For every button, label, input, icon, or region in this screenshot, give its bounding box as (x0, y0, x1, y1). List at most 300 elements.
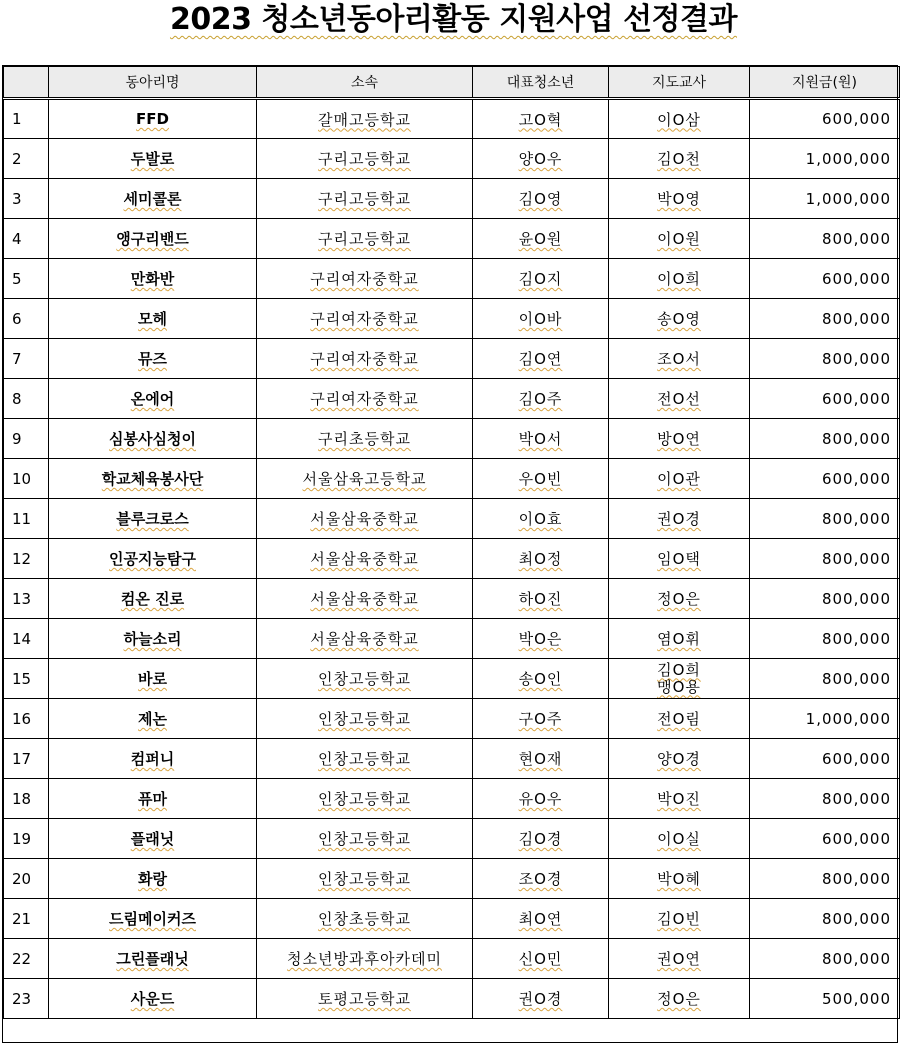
cell-affiliation-text: 구리고등학교 (318, 190, 411, 208)
cell-teacher (609, 179, 750, 219)
cell-no (4, 179, 49, 219)
cell-representative-text: 현O재 (518, 750, 563, 768)
cell-amount-text: 800,000 (821, 909, 891, 928)
cell-representative (473, 819, 609, 859)
header-representative: 대표청소년 (473, 67, 609, 99)
cell-amount (750, 819, 900, 859)
cell-club-name (49, 979, 257, 1019)
cell-amount (750, 459, 900, 499)
cell-teacher (609, 99, 750, 139)
cell-amount-text: 600,000 (821, 110, 891, 128)
table-row (4, 939, 900, 979)
cell-amount-text: 800,000 (821, 549, 891, 568)
cell-club-name-text: 그린플래닛 (116, 950, 189, 968)
cell-no-text: 6 (12, 309, 22, 328)
cell-affiliation (257, 299, 473, 339)
cell-affiliation-text: 구리초등학교 (318, 430, 411, 448)
cell-no-text: 4 (12, 229, 22, 248)
table-row (4, 739, 900, 779)
table-row (4, 99, 900, 139)
cell-teacher-text: 이O삼 (657, 110, 701, 129)
cell-club-name (49, 99, 257, 139)
cell-affiliation (257, 579, 473, 619)
table-row (4, 699, 900, 739)
cell-representative-text: 조O경 (518, 870, 563, 888)
cell-club-name-text: 온에어 (130, 390, 175, 408)
cell-club-name-text: 만화반 (130, 270, 175, 288)
table-row (4, 139, 900, 179)
cell-affiliation-text: 구리여자중학교 (310, 270, 419, 288)
cell-club-name (49, 819, 257, 859)
cell-amount-text: 800,000 (821, 789, 891, 808)
cell-club-name (49, 779, 257, 819)
table-row (4, 819, 900, 859)
cell-amount (750, 219, 900, 259)
header-amount: 지원금(원) (750, 67, 900, 99)
cell-no-text: 10 (12, 469, 32, 488)
cell-club-name (49, 579, 257, 619)
cell-amount (750, 499, 900, 539)
cell-amount (750, 739, 900, 779)
cell-no (4, 779, 49, 819)
cell-no (4, 899, 49, 939)
cell-affiliation (257, 539, 473, 579)
cell-no (4, 739, 49, 779)
cell-affiliation (257, 219, 473, 259)
cell-affiliation (257, 819, 473, 859)
cell-affiliation-text: 인창고등학교 (318, 750, 411, 768)
cell-amount (750, 299, 900, 339)
table-row (4, 179, 900, 219)
header-club-name: 동아리명 (49, 67, 257, 99)
cell-representative (473, 939, 609, 979)
cell-club-name (49, 259, 257, 299)
cell-representative-text: 김O영 (518, 190, 563, 208)
cell-club-name-text: 모헤 (138, 310, 167, 328)
cell-teacher (609, 619, 750, 659)
cell-club-name (49, 939, 257, 979)
cell-amount-text: 800,000 (821, 949, 891, 968)
cell-club-name-text: 바로 (138, 670, 167, 688)
cell-amount (750, 139, 900, 179)
document-title-text: 2023 청소년동아리활동 지원사업 선정결과 (169, 2, 737, 37)
cell-club-name-text: 블루크로스 (116, 510, 189, 528)
cell-representative (473, 899, 609, 939)
cell-club-name (49, 419, 257, 459)
cell-amount-text: 500,000 (821, 989, 891, 1008)
cell-no (4, 979, 49, 1019)
cell-club-name-text: 화랑 (138, 870, 167, 888)
cell-amount-text: 1,000,000 (805, 709, 891, 728)
cell-club-name-text: 드림메이커즈 (109, 910, 196, 928)
cell-teacher-text: 양O경 (657, 750, 701, 768)
cell-teacher-text: 권O경 (657, 510, 701, 528)
cell-teacher-text: 박O진 (657, 790, 701, 808)
cell-representative-text: 김O연 (518, 350, 563, 368)
cell-club-name-text: 제논 (138, 710, 167, 728)
cell-affiliation (257, 899, 473, 939)
table-row (4, 619, 900, 659)
cell-representative-text: 우O빈 (518, 470, 563, 488)
cell-affiliation-text: 인창초등학교 (318, 910, 411, 928)
cell-no-text: 22 (12, 949, 32, 968)
cell-teacher-text: 권O연 (657, 950, 701, 968)
cell-teacher (609, 659, 750, 699)
cell-no-text: 5 (12, 269, 22, 288)
cell-club-name (49, 179, 257, 219)
cell-affiliation-text: 구리여자중학교 (310, 310, 419, 328)
cell-affiliation (257, 99, 473, 139)
cell-affiliation (257, 499, 473, 539)
cell-affiliation-text: 인창고등학교 (318, 790, 411, 808)
cell-representative-text: 송O인 (518, 670, 563, 688)
cell-affiliation-text: 서울삼육중학교 (310, 590, 419, 608)
results-table (3, 66, 900, 1019)
cell-amount (750, 419, 900, 459)
cell-amount-text: 800,000 (821, 229, 891, 248)
cell-representative (473, 579, 609, 619)
cell-teacher (609, 259, 750, 299)
cell-amount-text: 800,000 (821, 589, 891, 608)
cell-representative-text: 김O경 (518, 830, 563, 848)
cell-teacher-text: 김O희 (657, 660, 701, 679)
cell-no-text: 20 (12, 869, 32, 888)
table-row (4, 979, 900, 1019)
cell-teacher-text: 박O영 (657, 190, 701, 208)
cell-teacher-text: 정O은 (657, 990, 701, 1008)
cell-no (4, 299, 49, 339)
cell-teacher-text: 송O영 (657, 310, 701, 328)
cell-representative (473, 619, 609, 659)
cell-representative-text: 김O지 (518, 270, 563, 288)
cell-affiliation-text: 인창고등학교 (318, 710, 411, 728)
cell-club-name-text: 뮤즈 (138, 350, 167, 368)
cell-representative (473, 739, 609, 779)
cell-teacher (609, 859, 750, 899)
cell-club-name-text: 컴퍼니 (130, 750, 175, 768)
cell-affiliation-text: 서울삼육고등학교 (302, 470, 427, 488)
cell-club-name (49, 699, 257, 739)
cell-teacher (609, 419, 750, 459)
cell-club-name-text: 두발로 (130, 150, 175, 168)
cell-amount-text: 600,000 (821, 269, 891, 288)
cell-amount-text: 800,000 (821, 349, 891, 368)
cell-representative-text: 최O연 (518, 910, 563, 928)
cell-no (4, 419, 49, 459)
cell-club-name-text: 사운드 (130, 990, 175, 1008)
cell-teacher (609, 539, 750, 579)
cell-no-text: 2 (12, 149, 22, 168)
cell-no (4, 539, 49, 579)
cell-representative-text: 이O바 (518, 310, 563, 328)
cell-club-name (49, 619, 257, 659)
cell-representative (473, 779, 609, 819)
table-row (4, 899, 900, 939)
cell-affiliation (257, 979, 473, 1019)
cell-club-name (49, 899, 257, 939)
cell-club-name-text: 컴온 진로 (120, 590, 185, 608)
header-no (4, 67, 49, 99)
cell-amount (750, 379, 900, 419)
cell-no (4, 499, 49, 539)
cell-club-name (49, 139, 257, 179)
cell-club-name-text: 심봉사심청이 (109, 430, 196, 448)
cell-teacher-text: 김O빈 (657, 910, 701, 928)
cell-club-name (49, 739, 257, 779)
table-header-row (4, 67, 900, 99)
cell-affiliation (257, 459, 473, 499)
cell-no (4, 139, 49, 179)
cell-amount (750, 619, 900, 659)
cell-club-name-text: 인공지능탐구 (109, 550, 196, 568)
cell-teacher-text: 전O림 (657, 710, 701, 728)
cell-affiliation (257, 859, 473, 899)
cell-representative-text: 권O경 (518, 990, 563, 1008)
table-row (4, 539, 900, 579)
cell-amount-text: 600,000 (821, 829, 891, 848)
cell-representative (473, 659, 609, 699)
cell-representative (473, 339, 609, 379)
cell-amount (750, 939, 900, 979)
cell-representative (473, 99, 609, 139)
cell-club-name-text: 세미콜론 (123, 190, 182, 208)
cell-teacher-text: 이O실 (657, 830, 701, 848)
cell-affiliation (257, 179, 473, 219)
cell-no (4, 939, 49, 979)
cell-amount (750, 579, 900, 619)
cell-amount (750, 659, 900, 699)
cell-club-name (49, 859, 257, 899)
cell-affiliation-text: 인창고등학교 (318, 830, 411, 848)
cell-affiliation (257, 779, 473, 819)
cell-teacher (609, 339, 750, 379)
cell-affiliation-text: 인창고등학교 (318, 670, 411, 688)
cell-teacher-text: 이O원 (657, 230, 701, 248)
cell-club-name (49, 219, 257, 259)
cell-representative (473, 979, 609, 1019)
cell-amount-text: 1,000,000 (805, 149, 891, 168)
cell-no-text: 1 (12, 110, 22, 128)
cell-teacher-text: 염O휘 (657, 630, 701, 648)
cell-club-name-text: 플래닛 (130, 830, 175, 848)
cell-representative (473, 539, 609, 579)
cell-affiliation-text: 청소년방과후아카데미 (287, 950, 442, 968)
cell-representative (473, 499, 609, 539)
cell-teacher (609, 779, 750, 819)
cell-no (4, 659, 49, 699)
cell-no (4, 339, 49, 379)
cell-amount (750, 699, 900, 739)
cell-affiliation (257, 699, 473, 739)
cell-representative (473, 259, 609, 299)
cell-teacher (609, 139, 750, 179)
cell-amount-text: 1,000,000 (805, 189, 891, 208)
cell-representative-text: 양O우 (518, 150, 563, 168)
cell-representative (473, 139, 609, 179)
cell-no-text: 15 (12, 669, 32, 688)
table-row (4, 219, 900, 259)
cell-affiliation-text: 인창고등학교 (318, 870, 411, 888)
cell-representative (473, 419, 609, 459)
cell-representative (473, 459, 609, 499)
cell-teacher (609, 979, 750, 1019)
cell-representative-text: 유O우 (518, 790, 563, 808)
cell-no-text: 21 (12, 909, 32, 928)
table-row (4, 659, 900, 699)
cell-amount (750, 179, 900, 219)
cell-no-text: 14 (12, 629, 32, 648)
cell-affiliation-text: 서울삼육중학교 (310, 550, 419, 568)
cell-teacher (609, 499, 750, 539)
cell-club-name-text: 퓨마 (138, 790, 167, 808)
cell-representative-text: 하O진 (518, 590, 563, 608)
cell-amount-text: 800,000 (821, 629, 891, 648)
cell-no-text: 3 (12, 189, 22, 208)
cell-representative (473, 859, 609, 899)
cell-club-name (49, 339, 257, 379)
cell-affiliation (257, 939, 473, 979)
table-row (4, 579, 900, 619)
cell-representative-text: 신O민 (518, 950, 563, 968)
table-row (4, 779, 900, 819)
cell-club-name (49, 659, 257, 699)
cell-amount (750, 99, 900, 139)
cell-representative-text: 최O정 (518, 550, 563, 568)
cell-teacher-text: 김O천 (657, 150, 701, 168)
cell-amount (750, 539, 900, 579)
cell-affiliation (257, 739, 473, 779)
table-body (4, 99, 900, 1019)
cell-teacher (609, 699, 750, 739)
cell-club-name (49, 299, 257, 339)
table-row (4, 499, 900, 539)
cell-amount (750, 899, 900, 939)
cell-affiliation (257, 139, 473, 179)
cell-no (4, 579, 49, 619)
cell-teacher (609, 379, 750, 419)
cell-affiliation-text: 서울삼육중학교 (310, 630, 419, 648)
cell-amount (750, 259, 900, 299)
cell-no-text: 11 (12, 509, 32, 528)
cell-amount-text: 600,000 (821, 749, 891, 768)
cell-teacher-text: 정O은 (657, 590, 701, 608)
cell-club-name-text: FFD (136, 110, 169, 128)
cell-no (4, 259, 49, 299)
cell-affiliation-text: 구리여자중학교 (310, 390, 419, 408)
cell-affiliation-text: 갈매고등학교 (318, 110, 411, 129)
cell-teacher-text: 이O희 (657, 270, 701, 288)
cell-teacher-text: 전O선 (657, 390, 701, 408)
cell-teacher-text: 방O연 (657, 430, 701, 448)
cell-teacher (609, 299, 750, 339)
cell-amount-text: 800,000 (821, 509, 891, 528)
cell-representative (473, 219, 609, 259)
cell-no (4, 699, 49, 739)
cell-no (4, 459, 49, 499)
cell-no-text: 19 (12, 829, 32, 848)
cell-affiliation (257, 259, 473, 299)
cell-amount-text: 800,000 (821, 309, 891, 328)
cell-teacher (609, 939, 750, 979)
cell-amount-text: 600,000 (821, 389, 891, 408)
cell-teacher-text: 조O서 (657, 350, 701, 368)
cell-amount-text: 800,000 (821, 429, 891, 448)
cell-amount (750, 859, 900, 899)
cell-affiliation (257, 379, 473, 419)
cell-club-name-text: 학교체육봉사단 (101, 470, 204, 488)
header-affiliation: 소속 (257, 67, 473, 99)
cell-club-name (49, 379, 257, 419)
cell-amount (750, 979, 900, 1019)
cell-no-text: 8 (12, 389, 22, 408)
cell-no (4, 859, 49, 899)
cell-no (4, 379, 49, 419)
document-title (0, 0, 907, 48)
cell-no-text: 23 (12, 989, 32, 1008)
cell-affiliation-text: 구리고등학교 (318, 230, 411, 248)
cell-amount-text: 600,000 (821, 469, 891, 488)
cell-no (4, 819, 49, 859)
header-teacher: 지도교사 (609, 67, 750, 99)
cell-amount-text: 800,000 (821, 669, 891, 688)
cell-affiliation-text: 구리고등학교 (318, 150, 411, 168)
table-row (4, 859, 900, 899)
cell-teacher-text: 맹O용 (657, 677, 701, 696)
table-row (4, 339, 900, 379)
cell-representative-text: 구O주 (518, 710, 563, 728)
cell-representative (473, 299, 609, 339)
cell-affiliation-text: 구리여자중학교 (310, 350, 419, 368)
cell-no (4, 99, 49, 139)
cell-no-text: 13 (12, 589, 32, 608)
cell-representative (473, 699, 609, 739)
cell-affiliation-text: 서울삼육중학교 (310, 510, 419, 528)
cell-no (4, 619, 49, 659)
cell-no (4, 219, 49, 259)
cell-representative (473, 179, 609, 219)
cell-amount-text: 800,000 (821, 869, 891, 888)
cell-representative-text: 고O혁 (518, 110, 563, 129)
cell-club-name-text: 하늘소리 (123, 630, 182, 648)
cell-affiliation (257, 419, 473, 459)
table-row (4, 259, 900, 299)
cell-club-name (49, 459, 257, 499)
cell-amount (750, 779, 900, 819)
table-row (4, 299, 900, 339)
cell-representative-text: 윤O원 (518, 230, 563, 248)
cell-club-name (49, 499, 257, 539)
cell-affiliation (257, 339, 473, 379)
table-row (4, 379, 900, 419)
cell-representative-text: 박O서 (518, 430, 563, 448)
table-row (4, 419, 900, 459)
cell-no-text: 7 (12, 349, 22, 368)
cell-affiliation (257, 619, 473, 659)
cell-teacher-text: 박O혜 (657, 870, 701, 888)
cell-teacher (609, 899, 750, 939)
cell-teacher (609, 459, 750, 499)
cell-teacher (609, 739, 750, 779)
cell-teacher-text: 임O택 (657, 550, 701, 568)
cell-affiliation-text: 토평고등학교 (318, 990, 411, 1008)
cell-amount (750, 339, 900, 379)
cell-club-name-text: 앵구리밴드 (116, 230, 189, 248)
cell-representative-text: 이O효 (518, 510, 563, 528)
cell-representative (473, 379, 609, 419)
cell-no-text: 9 (12, 429, 22, 448)
cell-affiliation (257, 659, 473, 699)
cell-representative-text: 김O주 (518, 390, 563, 408)
